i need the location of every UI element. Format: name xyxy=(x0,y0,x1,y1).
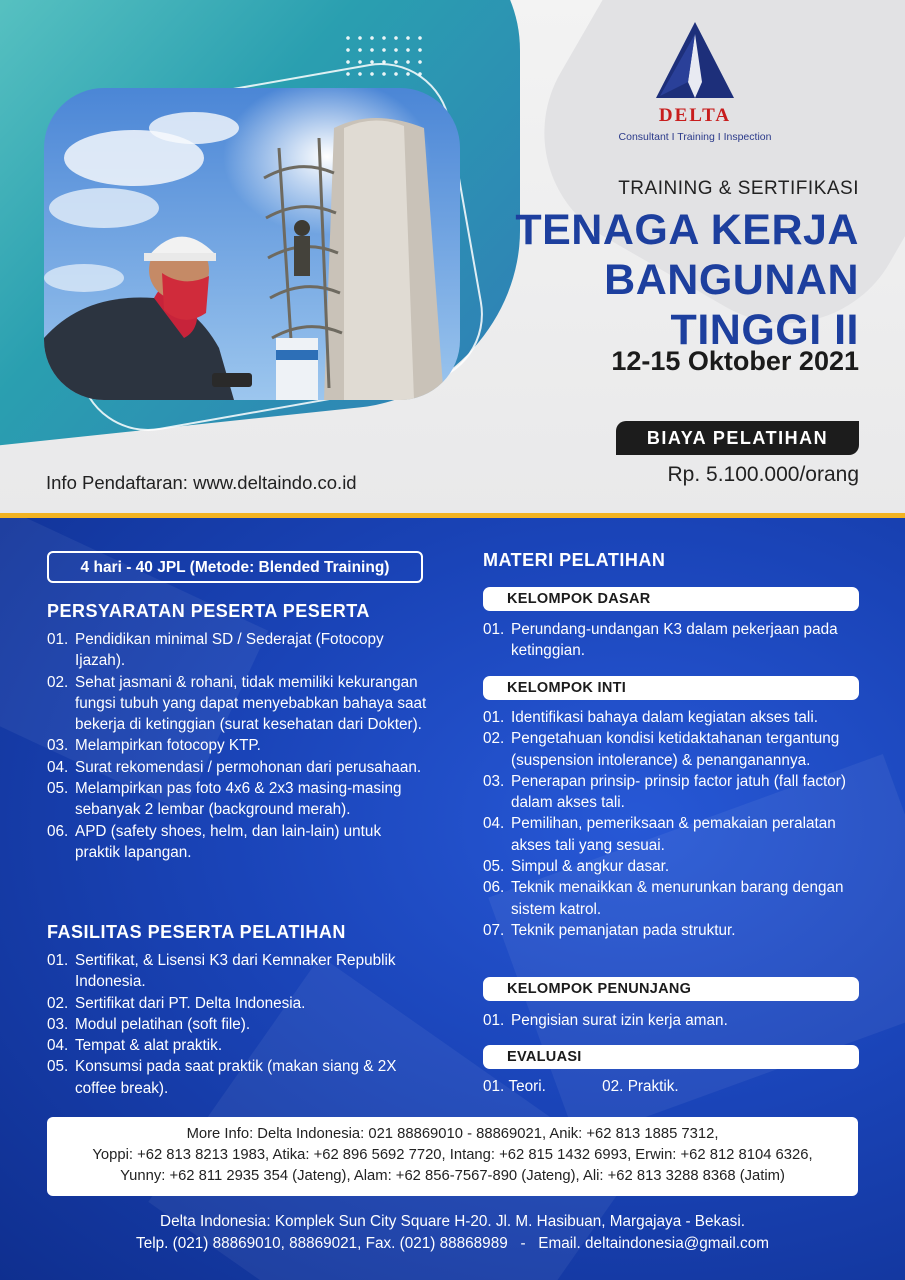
contact-line: More Info: Delta Indonesia: 021 88869010 - 88869021, Anik: +62 813 1885 7312, xyxy=(186,1126,719,1142)
list-item: 03. Modul pelatihan (soft file). xyxy=(47,1015,251,1033)
list-item: 02. Pengetahuan kondisi ketidaktahanan tergantung (suspension intolerance) & penanganannya. xyxy=(483,730,840,769)
training-label: TRAINING & SERTIFIKASI xyxy=(618,178,859,199)
list-item: 04. Pemilihan, pemeriksaan & pemakaian peralatan akses tali yang sesuai. xyxy=(483,815,836,854)
evaluation-items xyxy=(483,1078,679,1096)
eval-item: 02. Praktik. xyxy=(602,1078,679,1095)
list-item: 01. Identifikasi bahaya dalam kegiatan akses tali. xyxy=(483,709,818,726)
footer-address: Delta Indonesia: Komplek Sun City Square H-20. Jl. M. Hasibuan, Margajaya - Bekasi. xyxy=(160,1213,745,1230)
fee-label: BIAYA PELATIHAN xyxy=(616,421,859,455)
delta-logo xyxy=(610,22,780,143)
duration-badge: 4 hari - 40 JPL (Metode: Blended Training) xyxy=(47,551,423,583)
hero-photo xyxy=(44,88,460,400)
fee-value: Rp. 5.100.000/orang xyxy=(667,463,859,486)
brand-tagline: Consultant I Training I Inspection xyxy=(618,131,772,143)
list-item: 05. Melampirkan pas foto 4x6 & 2x3 masing-masing sebanyak 2 lembar (background merah). xyxy=(47,780,402,819)
group-bar-dasar: KELOMPOK DASAR xyxy=(483,587,859,611)
contact-line: Yoppi: +62 813 8213 1983, Atika: +62 896 5692 7720, Intang: +62 815 1432 6993, Erwin: +62 812 8104 6326, xyxy=(92,1147,813,1163)
contact-line: Yunny: +62 811 2935 354 (Jateng), Alam: +62 856-7567-890 (Jateng), Ali: +62 813 3288 8368 (Jatim) xyxy=(120,1168,785,1184)
list-item: 03. Penerapan prinsip- prinsip factor jatuh (fall factor) dalam akses tali. xyxy=(483,772,846,812)
training-date: 12-15 Oktober 2021 xyxy=(611,346,859,376)
list-item: 04. Surat rekomendasi / permohonan dari perusahaan. xyxy=(47,758,422,776)
list-item: 05. Simpul & angkur dasar. xyxy=(483,858,670,876)
registration-info: Info Pendaftaran: www.deltaindo.co.id xyxy=(46,472,357,493)
requirements-title: PERSYARATAN PESERTA PESERTA xyxy=(47,601,370,621)
list-item: 01. Sertifikat, & Lisensi K3 dari Kemnaker Republik Indonesia. xyxy=(47,952,396,991)
list-item: 04. Tempat & alat praktik. xyxy=(47,1037,223,1055)
page-title xyxy=(515,205,859,355)
footer-phones: Telp. (021) 88869010, 88869021, Fax. (021) 88868989 - Email. deltaindonesia@gmail.com xyxy=(136,1235,769,1252)
requirements-list xyxy=(47,629,427,863)
brand-name: DELTA xyxy=(658,105,732,126)
facilities-list xyxy=(47,950,427,1099)
title-line: TENAGA KERJA xyxy=(515,206,859,254)
title-line: TINGGI II xyxy=(670,306,859,354)
list-item: 03. Melampirkan fotocopy KTP. xyxy=(47,737,261,755)
delta-triangle-icon xyxy=(656,22,734,98)
title-line: BANGUNAN xyxy=(604,256,859,304)
list-item: 06. APD (safety shoes, helm, dan lain-lain) untuk praktik lapangan. xyxy=(47,822,382,861)
contact-box xyxy=(47,1117,858,1196)
group-bar-inti: KELOMPOK INTI xyxy=(483,676,859,700)
list-item: 06. Teknik menaikkan & menurunkan barang dengan sistem katrol. xyxy=(483,879,844,918)
group-bar-evaluasi: EVALUASI xyxy=(483,1045,859,1069)
footer xyxy=(0,1211,905,1255)
facilities-title: FASILITAS PESERTA PELATIHAN xyxy=(47,922,346,942)
list-item: 01. Pendidikan minimal SD / Sederajat (Fotocopy Ijazah). xyxy=(47,631,384,670)
list-item: 01. Pengisian surat izin kerja aman. xyxy=(483,1012,728,1029)
worker-climbing-tower-illustration xyxy=(44,88,460,400)
list-item: 05. Konsumsi pada saat praktik (makan siang & 2X coffee break). xyxy=(47,1058,397,1097)
materials-title: MATERI PELATIHAN xyxy=(483,550,666,570)
list-item: 02. Sertifikat dari PT. Delta Indonesia. xyxy=(47,994,306,1012)
materials-dasar-list xyxy=(483,619,863,662)
materials-inti-list xyxy=(483,707,863,941)
list-item: 02. Sehat jasmani & rohani, tidak memiliki kekurangan fungsi tubuh yang dapat menyebabkan bahaya saat bekerja di ketinggian (surat kesehatan dari Dokter). xyxy=(47,673,427,734)
list-item: 07. Teknik pemanjatan pada struktur. xyxy=(483,921,736,939)
eval-item: 01. Teori. xyxy=(483,1078,546,1095)
materials-penunjang-list xyxy=(483,1010,863,1031)
group-bar-penunjang: KELOMPOK PENUNJANG xyxy=(483,977,859,1001)
list-item: 01. Perundang-undangan K3 dalam pekerjaan pada ketinggian. xyxy=(483,621,838,660)
